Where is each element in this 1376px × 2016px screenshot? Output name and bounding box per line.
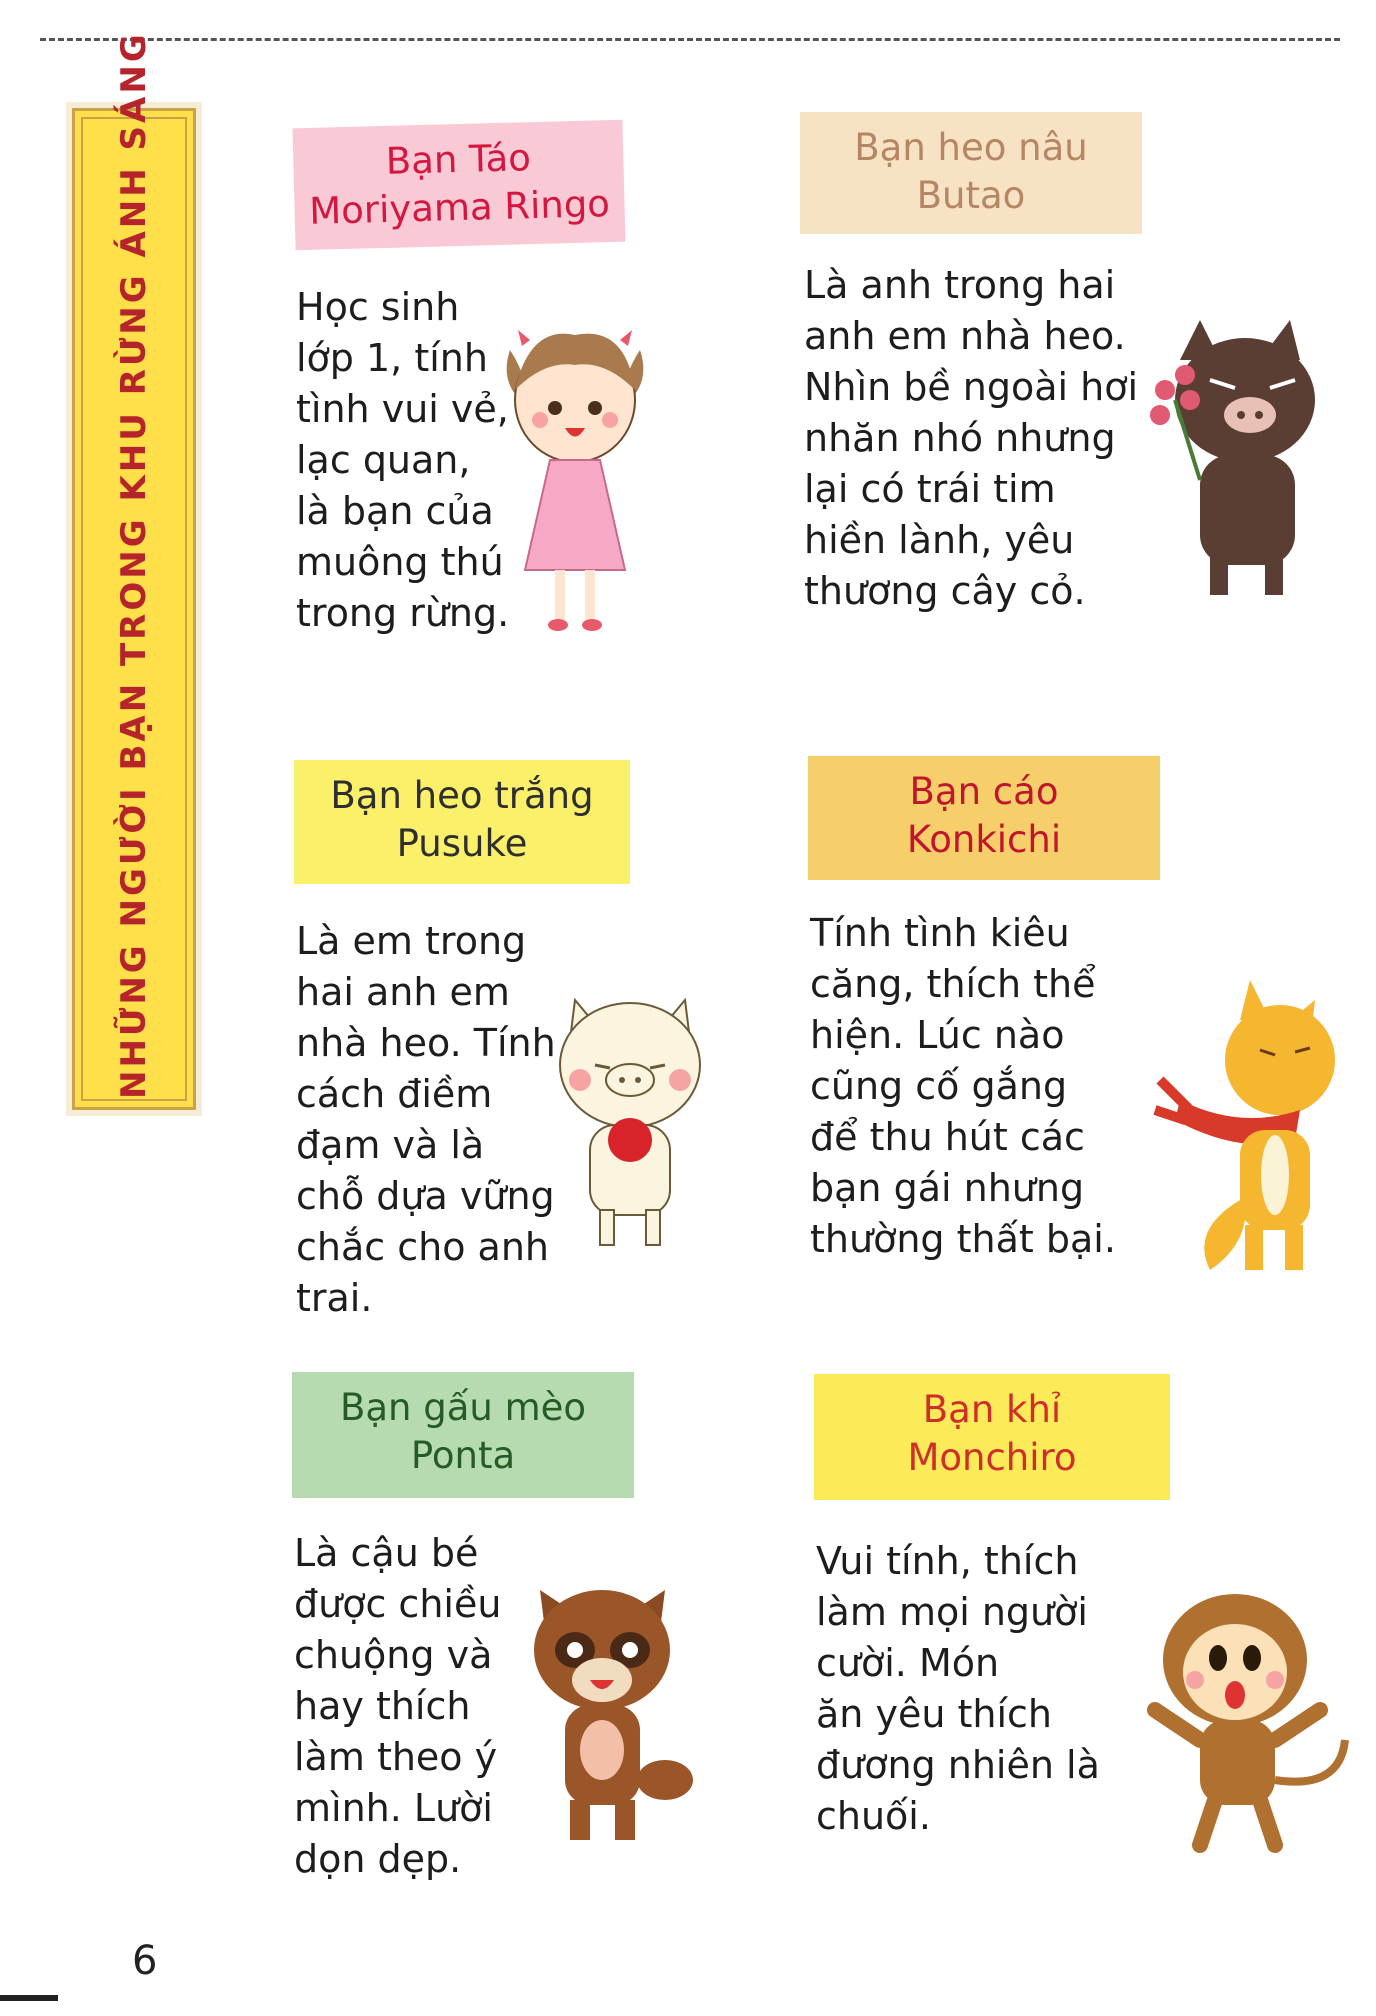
name-pusuke-line1: Bạn heo trắng [330,774,594,817]
desc-line: thương cây cỏ. [804,569,1086,613]
desc-line: cách điềm [296,1072,493,1116]
desc-line: Nhìn bề ngoài hơi [804,365,1139,409]
desc-line: được chiều [294,1582,502,1626]
name-konkichi-line1: Bạn cáo [909,770,1059,813]
raccoon-dog-illustration [520,1570,700,1850]
brown-pig-illustration [1140,300,1340,600]
desc-line: để thu hút các [810,1115,1085,1159]
desc-line: anh em nhà heo. [804,314,1126,358]
desc-line: muông thú [296,540,504,584]
desc-line: Tính tình kiêu [810,911,1070,955]
desc-line: Vui tính, thích [816,1539,1079,1583]
desc-line: mình. Lười [294,1786,493,1830]
desc-line: nhăn nhó nhưng [804,416,1116,460]
desc-konkichi [810,908,1116,1265]
section-banner [72,31,196,1110]
desc-line: căng, thích thể [810,962,1096,1006]
top-dashed-line [40,38,1340,41]
name-pusuke-line2: Pusuke [396,822,528,865]
desc-line: hiền lành, yêu [804,518,1075,562]
desc-line: Là em trong [296,919,527,963]
name-ringo-line2: Moriyama Ringo [308,182,611,233]
name-butao-line2: Butao [916,174,1026,217]
name-ponta-line1: Bạn gấu mèo [339,1386,587,1429]
desc-line: Học sinh [296,285,460,329]
desc-line: bạn gái nhưng [810,1166,1085,1210]
desc-line: chắc cho anh [296,1225,549,1269]
name-box-ringo [292,120,625,251]
desc-line: cũng cố gắng [810,1064,1068,1108]
name-box-monchiro [814,1374,1170,1500]
name-box-pusuke [294,760,630,884]
section-title: NHỮNG NGƯỜI BẠN TRONG KHU RỪNG ÁNH SÁNG [114,31,154,1099]
desc-line: lớp 1, tính [296,336,488,380]
desc-line: Là cậu bé [294,1531,479,1575]
name-monchiro-line2: Monchiro [907,1436,1077,1479]
desc-line: nhà heo. Tính [296,1021,556,1065]
desc-ponta [294,1528,501,1885]
desc-line: cười. Món [816,1641,1000,1685]
desc-line: là bạn của [296,489,494,533]
desc-line: đạm và là [296,1123,485,1167]
desc-line: làm mọi người [816,1590,1088,1634]
desc-line: chỗ dựa vững [296,1174,555,1218]
name-box-ponta [292,1372,634,1498]
desc-ringo [296,282,509,639]
desc-line: đương nhiên là [816,1743,1100,1787]
desc-line: Là anh trong hai [804,263,1116,307]
desc-line: hiện. Lúc nào [810,1013,1065,1057]
desc-line: lạc quan, [296,438,471,482]
desc-line: hai anh em [296,970,510,1014]
desc-line: tình vui vẻ, [296,387,509,431]
desc-line: làm theo ý [294,1735,498,1779]
desc-line: hay thích [294,1684,471,1728]
fox-illustration [1150,970,1350,1280]
name-konkichi-line2: Konkichi [906,818,1062,861]
corner-mark [0,1995,58,2001]
desc-line: chuối. [816,1794,931,1838]
monkey-illustration [1140,1580,1360,1860]
desc-butao [804,260,1138,617]
desc-line: chuộng và [294,1633,493,1677]
desc-line: trai. [296,1276,373,1320]
name-monchiro-line1: Bạn khỉ [922,1388,1062,1431]
name-ringo-line1: Bạn Táo [385,136,532,183]
desc-line: lại có trái tim [804,467,1056,511]
name-ponta-line2: Ponta [410,1434,516,1477]
name-butao-line1: Bạn heo nâu [854,126,1088,169]
desc-line: trong rừng. [296,591,510,635]
desc-line: ăn yêu thích [816,1692,1052,1736]
name-box-butao [800,112,1142,234]
name-box-konkichi [808,756,1160,880]
page-number: 6 [132,1938,158,1984]
desc-line: thường thất bại. [810,1217,1116,1261]
girl-illustration [500,320,650,640]
desc-pusuke [296,916,556,1324]
desc-monchiro [816,1536,1100,1842]
white-pig-illustration [550,980,710,1250]
desc-line: dọn dẹp. [294,1837,462,1881]
